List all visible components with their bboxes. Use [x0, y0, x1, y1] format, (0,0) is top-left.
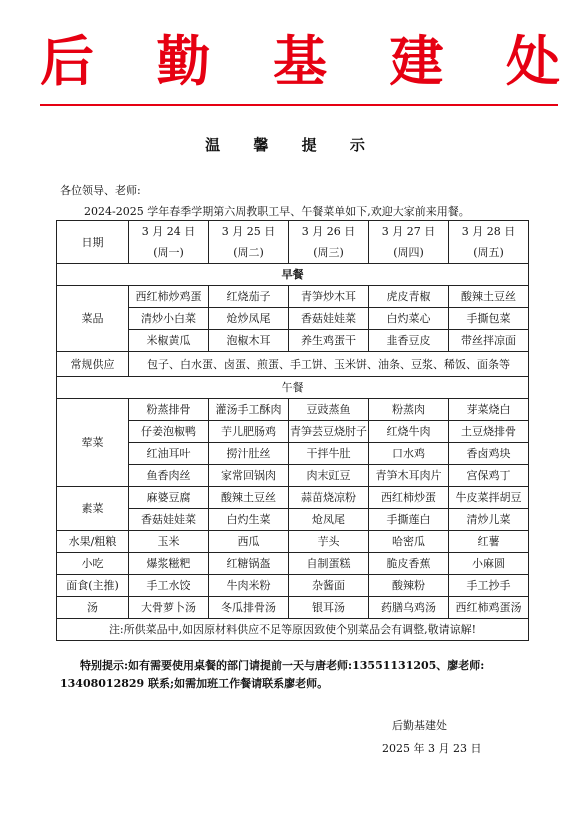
- letterhead-title: [40, 26, 560, 96]
- menu-cell: 韭香豆皮: [369, 330, 449, 352]
- special-notice-line2: 13408012829 联系;如需加班工作餐请联系廖老师。: [60, 677, 329, 690]
- menu-cell: 香菇娃娃菜: [129, 509, 209, 531]
- menu-cell: 手工水饺: [129, 575, 209, 597]
- menu-cell: 香菇娃娃菜: [289, 308, 369, 330]
- menu-cell: 自制蛋糕: [289, 553, 369, 575]
- menu-cell: 红烧牛肉: [369, 421, 449, 443]
- menu-cell: 清炒小白菜: [129, 308, 209, 330]
- menu-cell: 芽菜烧白: [449, 399, 529, 421]
- menu-cell: 清炒儿菜: [449, 509, 529, 531]
- menu-cell: 青笋炒木耳: [289, 286, 369, 308]
- menu-cell: 药膳乌鸡汤: [369, 597, 449, 619]
- menu-cell: 手撕包菜: [449, 308, 529, 330]
- signature-department: 后勤基建处: [392, 719, 447, 732]
- menu-cell: 红薯: [449, 531, 529, 553]
- menu-cell: 西瓜: [209, 531, 289, 553]
- menu-cell: 青笋木耳肉片: [369, 465, 449, 487]
- menu-cell: 红烧茄子: [209, 286, 289, 308]
- menu-cell: 泡椒木耳: [209, 330, 289, 352]
- menu-cell: 芋头: [289, 531, 369, 553]
- menu-cell: 牛肉米粉: [209, 575, 289, 597]
- breakfast-section-header: 早餐: [57, 264, 529, 286]
- menu-cell: 哈密瓜: [369, 531, 449, 553]
- day-date: 3 月 28 日: [461, 225, 516, 238]
- menu-cell: 口水鸡: [369, 443, 449, 465]
- menu-cell: 豆豉蒸鱼: [289, 399, 369, 421]
- menu-note: 注:所供菜品中,如因原材料供应不足等原因致使个别菜品会有调整,敬请谅解!: [57, 619, 529, 641]
- letterhead-char: 处: [506, 29, 560, 93]
- menu-cell: 西红柿炒鸡蛋: [129, 286, 209, 308]
- regular-supply-label: 常规供应: [57, 352, 129, 377]
- menu-cell: 家常回锅肉: [209, 465, 289, 487]
- day-weekday: (周四): [393, 246, 424, 259]
- day-date: 3 月 25 日: [221, 225, 276, 238]
- menu-cell: 红油耳叶: [129, 443, 209, 465]
- regular-supply-items: 包子、白水蛋、卤蛋、煎蛋、手工饼、玉米饼、油条、豆浆、稀饭、面条等: [129, 352, 529, 377]
- menu-cell: 手工抄手: [449, 575, 529, 597]
- menu-cell: 撈汁肚丝: [209, 443, 289, 465]
- menu-cell: 虎皮青椒: [369, 286, 449, 308]
- menu-cell: 粉蒸排骨: [129, 399, 209, 421]
- menu-cell: 带丝拌凉面: [449, 330, 529, 352]
- meat-dishes-label: 荤菜: [57, 399, 129, 487]
- menu-cell: 鱼香肉丝: [129, 465, 209, 487]
- letterhead-rule: [40, 104, 558, 106]
- menu-cell: 玉米: [129, 531, 209, 553]
- day-header: [209, 221, 289, 264]
- menu-cell: 养生鸡蛋干: [289, 330, 369, 352]
- menu-cell: 爆浆糍粑: [129, 553, 209, 575]
- menu-table: [56, 220, 529, 641]
- staple-label: 面食(主推): [57, 575, 129, 597]
- menu-cell: 香卤鸡块: [449, 443, 529, 465]
- letterhead-char: 基: [273, 29, 327, 93]
- menu-cell: 肉末豇豆: [289, 465, 369, 487]
- greeting: 各位领导、老师:: [60, 184, 141, 197]
- day-date: 3 月 26 日: [301, 225, 356, 238]
- day-weekday: (周三): [313, 246, 344, 259]
- menu-cell: 灌汤手工酥肉: [209, 399, 289, 421]
- letterhead-char: 建: [389, 29, 444, 93]
- day-weekday: (周一): [153, 246, 184, 259]
- menu-cell: 粉蒸肉: [369, 399, 449, 421]
- signature-date: 2025 年 3 月 23 日: [382, 742, 482, 755]
- date-label: 日期: [57, 221, 129, 264]
- snack-label: 小吃: [57, 553, 129, 575]
- menu-cell: 土豆烧排骨: [449, 421, 529, 443]
- menu-cell: 大骨萝卜汤: [129, 597, 209, 619]
- day-weekday: (周五): [473, 246, 504, 259]
- letterhead-char: 勤: [156, 29, 211, 93]
- menu-cell: 西红柿鸡蛋汤: [449, 597, 529, 619]
- day-header: [449, 221, 529, 264]
- menu-cell: 白灼菜心: [369, 308, 449, 330]
- menu-cell: 仔姜泡椒鸭: [129, 421, 209, 443]
- day-date: 3 月 27 日: [381, 225, 436, 238]
- menu-cell: 酸辣土豆丝: [449, 286, 529, 308]
- day-weekday: (周二): [233, 246, 264, 259]
- letterhead-char: 后: [40, 29, 94, 93]
- menu-cell: 酸辣粉: [369, 575, 449, 597]
- menu-cell: 白灼生菜: [209, 509, 289, 531]
- menu-cell: 炝炒凤尾: [209, 308, 289, 330]
- breakfast-dishes-label: 菜品: [57, 286, 129, 352]
- day-date: 3 月 24 日: [141, 225, 196, 238]
- menu-cell: 麻婆豆腐: [129, 487, 209, 509]
- menu-cell: 米椒黄瓜: [129, 330, 209, 352]
- special-notice-line1: 特别提示:如有需要使用桌餐的部门请提前一天与唐老师:13551131205、廖老师:: [80, 659, 485, 672]
- menu-cell: 银耳汤: [289, 597, 369, 619]
- menu-cell: 宫保鸡丁: [449, 465, 529, 487]
- menu-cell: 酸辣土豆丝: [209, 487, 289, 509]
- menu-cell: 冬瓜排骨汤: [209, 597, 289, 619]
- menu-cell: 脆皮香蕉: [369, 553, 449, 575]
- fruit-label: 水果/粗粮: [57, 531, 129, 553]
- menu-cell: 干拌牛肚: [289, 443, 369, 465]
- day-header: [369, 221, 449, 264]
- menu-cell: 芋儿肥肠鸡: [209, 421, 289, 443]
- day-header: [129, 221, 209, 264]
- intro-text: 2024-2025 学年春季学期第六周教职工早、午餐菜单如下,欢迎大家前来用餐。: [84, 205, 470, 218]
- menu-cell: 炝凤尾: [289, 509, 369, 531]
- menu-cell: 蒜苗烧凉粉: [289, 487, 369, 509]
- menu-cell: 小麻圆: [449, 553, 529, 575]
- menu-cell: 青笋芸豆烧肘子: [289, 421, 369, 443]
- lunch-section-header: 午餐: [57, 377, 529, 399]
- menu-cell: 牛皮菜拌胡豆: [449, 487, 529, 509]
- notice-title: 温 馨 提 示: [205, 136, 379, 154]
- veg-dishes-label: 素菜: [57, 487, 129, 531]
- soup-label: 汤: [57, 597, 129, 619]
- menu-cell: 西红柿炒蛋: [369, 487, 449, 509]
- menu-cell: 手撕莲白: [369, 509, 449, 531]
- date-row: [57, 221, 529, 264]
- day-header: [289, 221, 369, 264]
- menu-cell: 红糖锅盔: [209, 553, 289, 575]
- menu-cell: 杂酱面: [289, 575, 369, 597]
